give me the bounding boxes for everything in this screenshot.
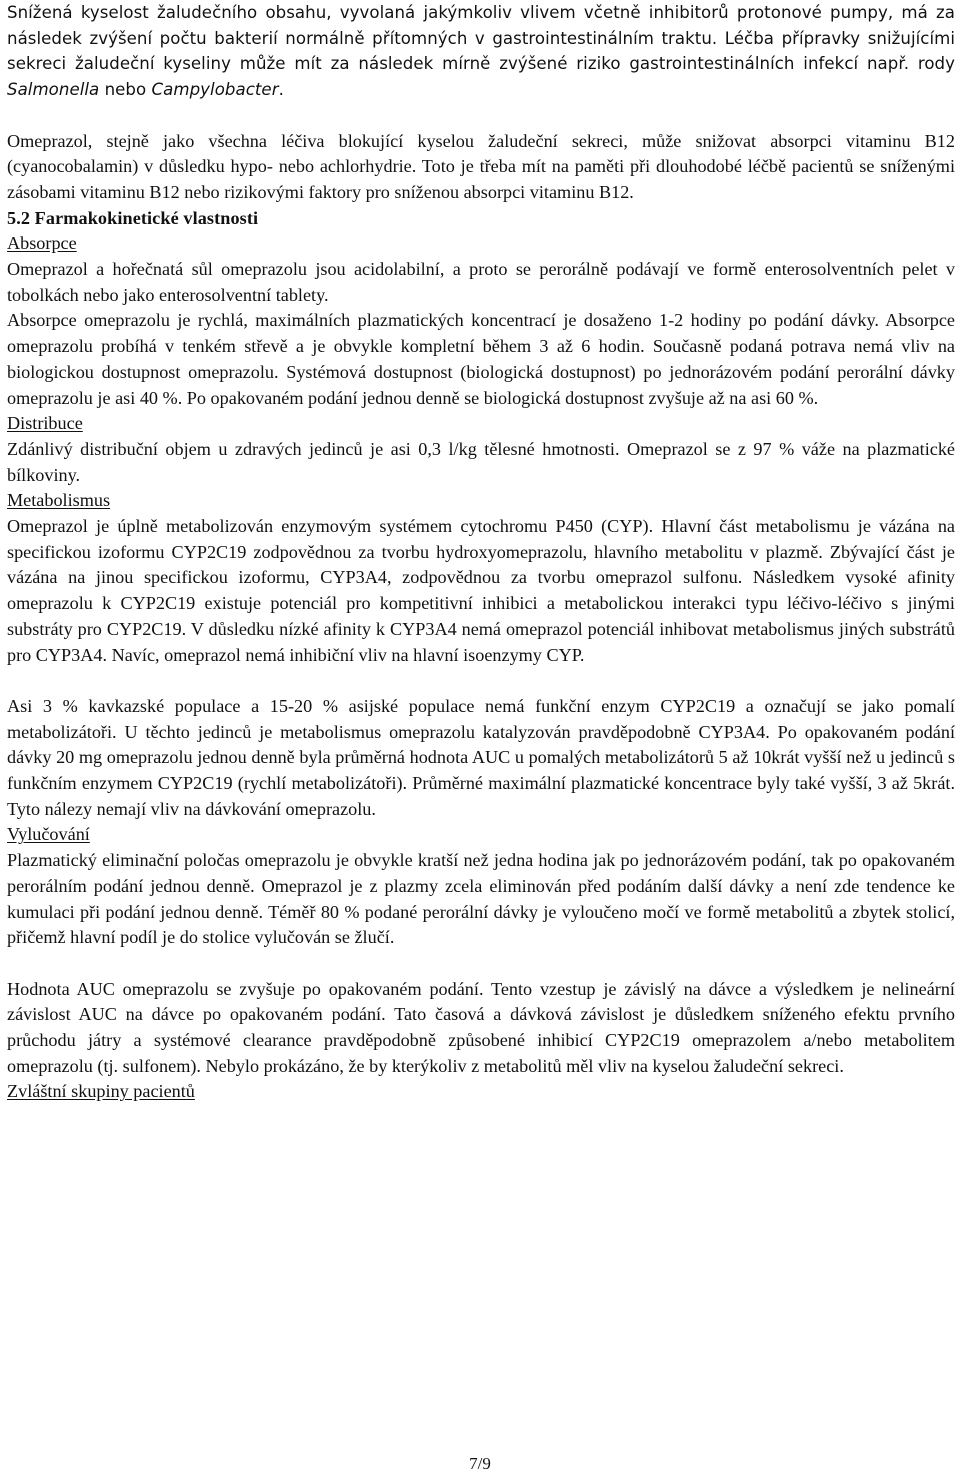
paragraph-vylucovani-1: Plazmatický eliminační poločas omeprazolu je obvykle kratší než jedna hodina jak po jednorázovém podání, tak po opakovaném perorálním podání jednou denně. Omeprazol je z plazmy zcela eliminován před podáním další dávky a není zde tendence ke kumulaci při podání jednou denně. Téměř 80 % podané perorální dávky je vyloučeno močí ve formě metabolitů a zbytek stolicí, přičemž hlavní podíl je do stolice vylučován se žlučí. bbox=[7, 850, 955, 948]
subheading-absorpce: Absorpce bbox=[7, 233, 77, 254]
subheading-distribuce: Distribuce bbox=[7, 413, 83, 434]
paragraph-metabolismus-2: Asi 3 % kavkazské populace a 15-20 % asijské populace nemá funkční enzym CYP2C19 a označují se jako pomalí metabolizátoři. U těchto jedinců je metabolismus omeprazolu katalyzován pravděpodobně CYP3A4. Po opakovaném podání dávky 20 mg omeprazolu jednou denně byla průměrná hodnota AUC u pomalých metabolizátorů 5 až 10krát vyšší než u jedinců s funkčním enzymem CYP2C19 (rychlí metabolizátoři). Průměrné maximální plazmatické koncentrace byly také vyšší, 3 až 5krát. Tyto nálezy nemají vliv na dávkování omeprazolu. bbox=[7, 695, 955, 819]
paragraph-absorpce-1: Omeprazol a hořečnatá sůl omeprazolu jsou acidolabilní, a proto se perorálně podávají ve formě enterosolventních pelet v tobolkách nebo jako enterosolventní tablety. bbox=[7, 259, 955, 305]
italic-term-campylobacter: Campylobacter bbox=[151, 80, 279, 100]
italic-term-salmonella: Salmonella bbox=[7, 80, 100, 100]
paragraph-vitamin-b12: Omeprazol, stejně jako všechna léčiva blokující kyselou žaludeční sekreci, může snižovat absorpci vitaminu B12 (cyanocobalamin) v důsledku hypo- nebo achlorhydrie. Toto je třeba mít na paměti při dlouhodobé léčbě pacientů se sníženými zásobami vitaminu B12 nebo rizikovými faktory pro sníženou absorpci vitaminu B12. bbox=[7, 130, 955, 202]
paragraph-text: . bbox=[278, 80, 284, 100]
paragraph-metabolismus-1: Omeprazol je úplně metabolizován enzymovým systémem cytochromu P450 (CYP). Hlavní část metabolismu je vázána na specifickou izoformu CYP2C19 zodpovědnou za tvorbu hydroxyomeprazolu, hlavního metabolitu v plazmě. Zbývající část je vázána na jinou specifickou izoformu, CYP3A4, zodpovědnou za tvorbu omeprazol sulfonu. Následkem vysoké afinity omeprazolu k CYP2C19 existuje potenciál pro kompetitivní inhibici a metabolickou interakci typu léčivo-léčivo s jinými substráty pro CYP2C19. V důsledku nízké afinity k CYP3A4 nemá omeprazol potenciál inhibovat metabolismus jiných substrátů pro CYP3A4. Navíc, omeprazol nemá inhibiční vliv na hlavní isoenzymy CYP. bbox=[7, 516, 955, 665]
paragraph-absorpce-2: Absorpce omeprazolu je rychlá, maximálních plazmatických koncentrací je dosaženo 1-2 hodiny po podání dávky. Absorpce omeprazolu probíhá v tenkém střevě a je obvykle kompletní během 3 až 6 hodin. Současně podaná potrava nemá vliv na biologickou dostupnost omeprazolu. Systémová dostupnost (biologická dostupnost) po jednorázovém podání perorální dávky omeprazolu je asi 40 %. Po opakovaném podání jednou denně se biologická dostupnost zvyšuje až na asi 60 %. bbox=[7, 310, 955, 408]
subheading-vylucovani: Vylučování bbox=[7, 824, 90, 845]
section-heading: 5.2 Farmakokinetické vlastnosti bbox=[7, 207, 259, 228]
paragraph-text: nebo bbox=[99, 80, 152, 100]
subheading-metabolismus: Metabolismus bbox=[7, 490, 111, 511]
subheading-zvlastni-skupiny: Zvláštní skupiny pacientů bbox=[7, 1081, 195, 1102]
paragraph-distribuce: Zdánlivý distribuční objem u zdravých jedinců je asi 0,3 l/kg tělesné hmotnosti. Omeprazol se z 97 % váže na plazmatické bílkoviny. bbox=[7, 438, 955, 485]
paragraph-gastric-acidity bbox=[7, 0, 955, 103]
paragraph-text: Snížená kyselost žaludečního obsahu, vyvolaná jakýmkoliv vlivem včetně inhibitorů protonové pumpy, má za následek zvýšení počtu bakterií normálně přítomných v gastrointestinálním traktu. Léčba přípravky snižujícími sekreci žaludeční kyseliny může mít za následek mírně zvýšené riziko gastrointestinálních infekcí např. rody bbox=[7, 3, 955, 74]
paragraph-vylucovani-2: Hodnota AUC omeprazolu se zvyšuje po opakovaném podání. Tento vzestup je závislý na dávce a výsledkem je nelineární závislost AUC na dávce po opakovaném podání. Tato časová a dávková závislost je důsledkem sníženého efektu prvního průchodu játry a systémové clearance pravděpodobně způsobené inhibicí CYP2C19 omeprazolem a/nebo metabolitem omeprazolu (tj. sulfonem). Nebylo prokázáno, že by kterýkoliv z metabolitů měl vliv na kyselou žaludeční sekreci. bbox=[7, 978, 955, 1076]
page-number: 7/9 bbox=[469, 1454, 491, 1473]
document-page bbox=[7, 0, 955, 1105]
